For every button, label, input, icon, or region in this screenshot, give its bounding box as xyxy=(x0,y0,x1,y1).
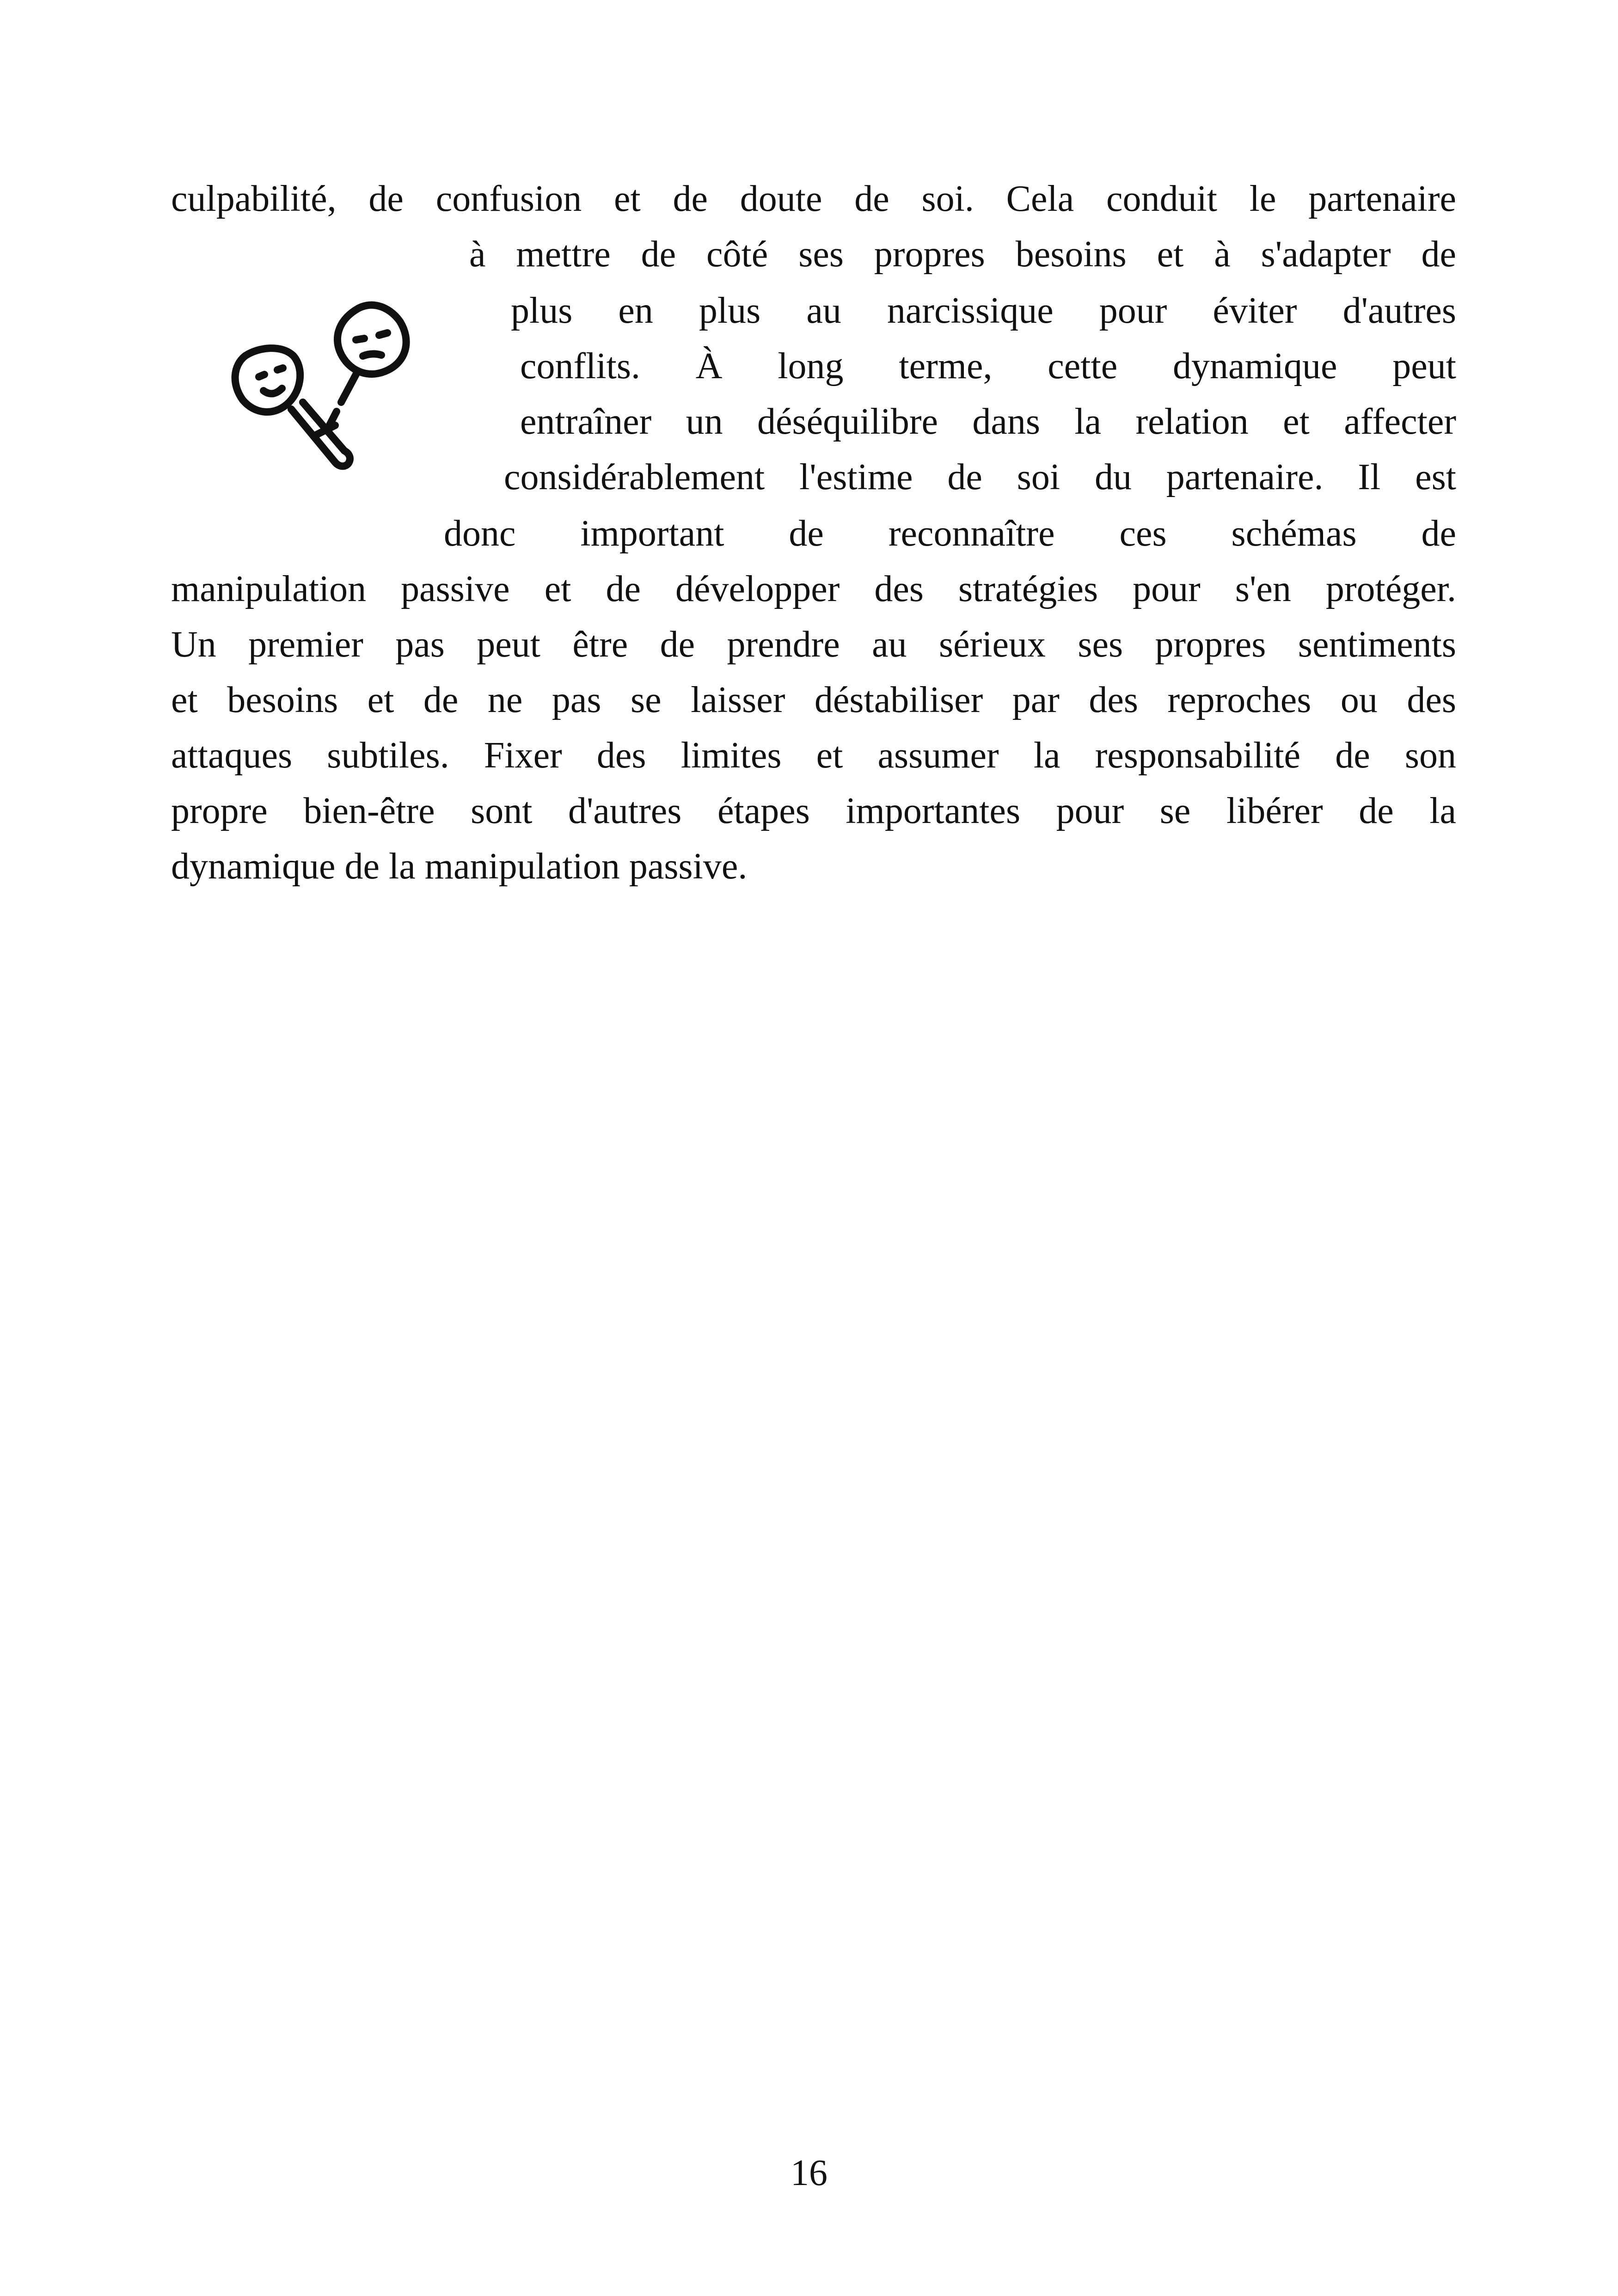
paragraph-line-7: donc important de reconnaître ces schémas de xyxy=(444,513,1456,554)
paragraph-line-9: Un premier pas peut être de prendre au sérieux ses propres sentiments xyxy=(171,624,1456,665)
paragraph-line-1: culpabilité, de confusion et de doute de soi. Cela conduit le partenaire xyxy=(171,178,1456,219)
paragraph-line-11: attaques subtiles. Fixer des limites et assumer la responsabilité de son xyxy=(171,735,1456,776)
page-number: 16 xyxy=(791,2153,827,2193)
paragraph-line-2: à mettre de côté ses propres besoins et à s'adapter de xyxy=(469,234,1456,275)
happy-mask-icon xyxy=(235,348,350,466)
sad-mask-icon xyxy=(328,305,406,428)
paragraph-line-4: conflits. À long terme, cette dynamique peut xyxy=(520,346,1456,387)
paragraph-line-6: considérablement l'estime de soi du partenaire. Il est xyxy=(504,457,1456,497)
paragraph-line-3: plus en plus au narcissique pour éviter d'autres xyxy=(511,290,1456,331)
paragraph-line-13: dynamique de la manipulation passive. xyxy=(171,846,748,887)
paragraph-line-12: propre bien-être sont d'autres étapes importantes pour se libérer de la xyxy=(171,791,1456,831)
paragraph-line-10: et besoins et de ne pas se laisser déstabiliser par des reproches ou des xyxy=(171,680,1456,720)
theater-masks-icon xyxy=(217,296,435,481)
paragraph-line-5: entraîner un déséquilibre dans la relation et affecter xyxy=(520,401,1456,442)
paragraph-line-8: manipulation passive et de développer des stratégies pour s'en protéger. xyxy=(171,569,1456,609)
